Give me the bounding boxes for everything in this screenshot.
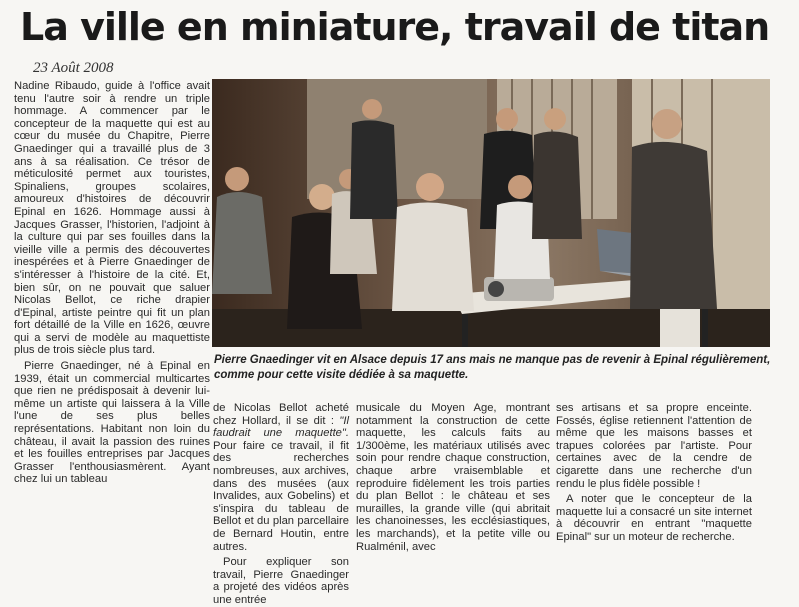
paragraph: Pierre Gnaedinger, né à Epinal en 1939, était un commercial multicartes que rien ne prédisposait à devenir lui-même un artiste qui laissera à la Ville l'une de ses plus belles représentations. Habitant non loin du château, il avait la passion des ruines et les fouilles entreprises par Jacques Grasser l'enthousiasmèrent. Ayant chez lui un tableau [14, 360, 210, 486]
quote: "Il faudrait une maquette". [213, 414, 349, 440]
paragraph: Pour expliquer son travail, Pierre Gnaedinger a projeté des vidéos après une entrée [213, 556, 349, 606]
group-photo-illustration [212, 79, 770, 347]
article-photo [212, 79, 770, 347]
article-column-3 [356, 402, 550, 572]
article-column-4 [556, 402, 752, 572]
photo-caption: Pierre Gnaedinger vit en Alsace depuis 17 ans mais ne manque pas de revenir à Epinal régulièrement, comme pour cette visite dédiée à sa maquette. [214, 354, 771, 381]
article-date: 23 Août 2008 [33, 60, 114, 76]
paragraph: musicale du Moyen Age, montrant notamment la construction de cette maquette, les calculs faits au 1/300ème, les matériaux utilisés avec soin pour rendre chaque construction, chaque arbre vraisemblable et reproduire fidèlement les trois parties du plan Bellot : le château et ses murailles, la grande ville (qui abritait les chanoinesses, les ecclésiastiques, les marchands), et la petite ville ou Rualménil, avec [356, 402, 550, 553]
paragraph: ses artisans et sa propre enceinte. Fossés, église retiennent l'attention de même que les maisons basses et trapues colorées par l'artiste. Pour certaines avec de la cendre de cigarette dans une recherche d'un rendu le plus fidèle possible ! [556, 402, 752, 490]
paragraph [213, 402, 349, 553]
paragraph: A noter que le concepteur de la maquette lui a consacré un site internet à découvrir en entrant "maquette Epinal" sur un moteur de recherche. [556, 493, 752, 543]
headline: La ville en miniature, travail de titan [20, 5, 770, 49]
paragraph-text: Pour faire ce travail, il fit des recherches nombreuses, aux archives, dans des musées (aux Invalides, aux Gobelins) et s'inspira du tableau de Bellot et du plan parcellaire de Bernard Houtin, entre autres. [213, 439, 349, 553]
article-column-1 [14, 80, 210, 575]
paragraph: Nadine Ribaudo, guide à l'office avait tenu l'autre soir à rendre un triple hommage. A commencer par le concepteur de la maquette qui est au cœur du musée du Chapitre, Pierre Gnaedinger qui a travaillé plus de 3 ans à sa réalisation. Ce trésor de méticulosité permet aux touristes, Spinaliens, groupes scolaires, amoureux d'histoires de découvrir Epinal en 1626. Hommage aussi à Jacques Grasser, l'historien, l'adjoint à la culture qui par ses fouilles dans la vieille ville a permis des découvertes inespérées et à Pierre Gnaedinger de s'intéresser à l'histoire de la cité. Et, bien sûr, on ne pouvait que saluer Nicolas Bellot, ce riche drapier d'Epinal, artiste peintre qui fit un plan fort détaillé de la Ville en 1626, œuvre qui a servi de modèle au maquettiste plus de trois siècle plus tard. [14, 80, 210, 357]
paragraph-text: de Nicolas Bellot acheté chez Hollard, il se dit : [213, 402, 349, 427]
article-column-2 [213, 402, 349, 606]
